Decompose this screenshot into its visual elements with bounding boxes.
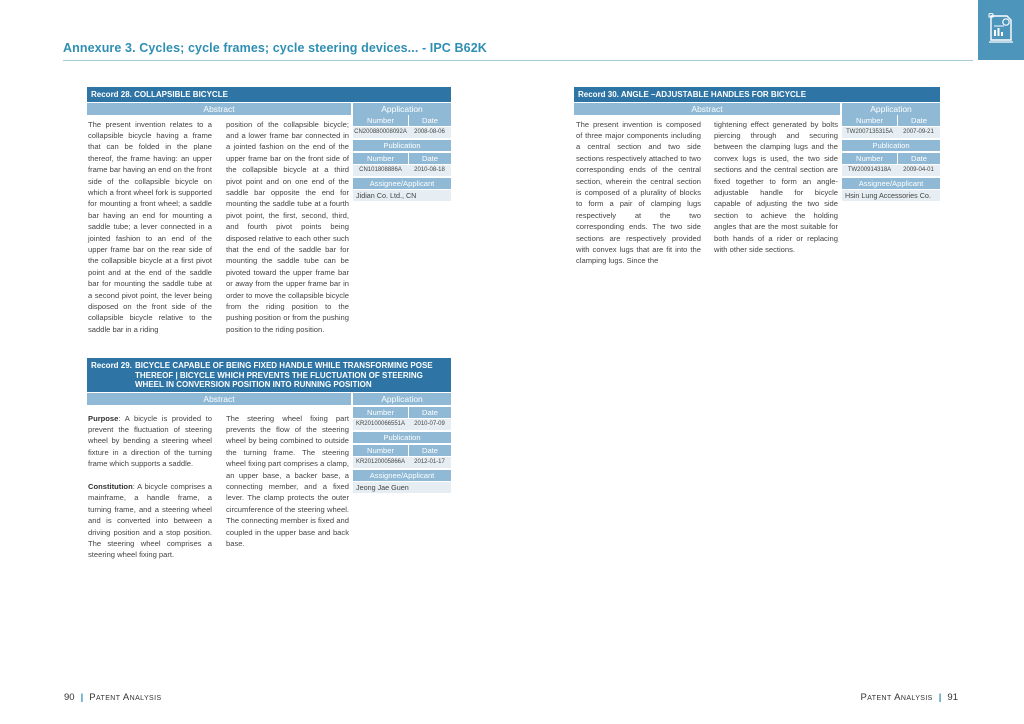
header-divider (63, 60, 973, 61)
publication-number: CN101808886A (359, 166, 402, 173)
number-header: Number (353, 407, 408, 418)
record-title (87, 358, 451, 392)
date-header: Date (898, 153, 940, 164)
assignee-value: Hsin Lung Accessories Co. (842, 190, 940, 201)
header-logo (978, 0, 1024, 60)
record-29 (87, 358, 451, 561)
date-header: Date (409, 407, 451, 418)
footer-right (860, 692, 958, 703)
application-date: 2008-08-06 (414, 128, 445, 135)
abstract-text: position of the collapsible bicycle; and a lower frame bar connected in a jointed fashion on the end of the upper frame bar on the front side of the collapsible bicycle at a third pivot point and on one end of the saddle bar opposite the end for mounting the saddle tube at a fourth pivot point, the first, second, third, and fourth pivot points being disposed relative to each other such that the end of the saddle bar for mounting the saddle tube can be pivoted toward the upper frame bar or away from the upper frame bar in order to move the collapsible bicycle from the riding position to the pushing position or from the pushing position to the riding position. (226, 119, 349, 334)
abstract-column-2 (714, 119, 838, 267)
publication-date: 2009-04-01 (903, 166, 934, 173)
number-header: Number (353, 115, 408, 126)
application-table (353, 115, 451, 336)
purpose-text: : A bicycle is provided to prevent the fluctuation of steering wheel by bending a steering wheel fixture in a direction of the turning frame which supports a saddle. (88, 413, 212, 469)
application-number: CN200880008092A (354, 128, 407, 135)
number-header: Number (842, 115, 897, 126)
page-number-right: 91 (947, 692, 958, 703)
publication-date: 2010-08-18 (414, 166, 445, 173)
application-number: KR20100066551A (355, 420, 406, 427)
publication-heading: Publication (842, 140, 940, 151)
abstract-text: The steering wheel fixing part prevents the flow of the steering wheel by being combined to outside the turning frame. The steering wheel fixing part comprises a clamp, an upper base, a backer base, a connecting member, and a fixed lever. The clamp protects the outer circumference of the steering wheel. The connecting member is fixed and coupled in the upper base and back base. (226, 413, 349, 548)
date-header: Date (409, 115, 451, 126)
record-30 (574, 87, 940, 267)
record-title: Record 28. COLLAPSIBLE BICYCLE (87, 87, 451, 102)
number-header: Number (842, 153, 897, 164)
date-header: Date (409, 153, 451, 164)
number-header: Number (353, 445, 408, 456)
application-heading: Application (353, 103, 451, 115)
application-heading: Application (842, 103, 940, 115)
footer-left (64, 692, 162, 703)
application-table (353, 407, 451, 561)
record-28 (87, 87, 451, 335)
constitution-text: : A bicycle comprises a mainframe, a handle frame, a turning frame, and a steering wheel and is converted into between a driving position and a stop position. The steering wheel comprises a steering wheel fixing part. (88, 481, 212, 560)
abstract-column-1 (574, 119, 701, 267)
publication-date: 2012-01-17 (414, 458, 445, 465)
date-header: Date (409, 445, 451, 456)
publication-number: TW200914318A (847, 166, 892, 173)
application-date: 2007-09-21 (903, 128, 934, 135)
purpose-label: Purpose (88, 413, 119, 423)
constitution-paragraph (88, 481, 212, 561)
record-number: Record 29. (91, 361, 132, 370)
date-header: Date (898, 115, 940, 126)
footer-separator: | (938, 692, 942, 703)
application-number: TW2007135315A (846, 128, 893, 135)
publication-heading: Publication (353, 140, 451, 151)
patent-document-icon (986, 12, 1016, 46)
abstract-column-2 (226, 119, 349, 336)
assignee-heading: Assignee/Applicant (353, 178, 451, 189)
abstract-heading: Abstract (87, 393, 351, 405)
assignee-heading: Assignee/Applicant (353, 470, 451, 481)
application-heading: Application (353, 393, 451, 405)
record-title: Record 30. ANGLE –ADJUSTABLE HANDLES FOR BICYCLE (574, 87, 940, 102)
footer-label-right: Patent Analysis (860, 692, 933, 703)
abstract-column-1 (87, 119, 212, 336)
record-title-text: BICYCLE CAPABLE OF BEING FIXED HANDLE WHILE TRANSFORMING POSE THEREOF | BICYCLE WHICH PREVENTS THE FLUCTUATION OF STEERING WHEEL IN CONVERSION POSITION INTO RUNNING POSITION (135, 361, 433, 389)
abstract-heading: Abstract (574, 103, 840, 115)
abstract-text: tightening effect generated by bolts piercing through and securing between the clamping lugs and the convex lugs is used, the two side sections and the central section are fixed together to form an angle-adjustable handle for bicycle capable of adjusting the two side section to achieve the holding angles that are the most suitable for both hands of a rider or replacing with other side sections. (714, 119, 838, 254)
constitution-label: Constitution (88, 481, 133, 491)
application-table (842, 115, 940, 267)
abstract-column-1 (87, 413, 212, 561)
abstract-text: The present invention relates to a collapsible bicycle having a frame that can be folded in the plane thereof, the frame having: an upper frame bar having an end on the front side of the collapsible bicycle on which a front wheel fork is supported for mounting a front wheel; a saddle bar having an end for mounting a saddle tube; a lever connected in a jointed fashion to an end of the upper frame bar on the rear side of the collapsible bicycle at a first pivot point and at the end of the saddle bar for mounting the saddle tube at a second pivot point, the lever being disposed on the front side of the collapsible bicycle relative to the saddle bar in a riding (88, 119, 212, 334)
abstract-heading: Abstract (87, 103, 351, 115)
abstract-text: The present invention is composed of three major components including a central section and two side sections respectively attached to two corresponding ends of the central section, wherein the central section is composed of a plurality of blocks to form a pair of clamping lugs respectively at the two corresponding ends. The two side sections are respectively provided with convex lugs that are fit into the clamping lugs. Since the (576, 119, 701, 266)
publication-number: KR20120005866A (355, 458, 406, 465)
application-date: 2010-07-09 (414, 420, 445, 427)
assignee-value: Jidian Co. Ltd., CN (353, 190, 451, 201)
abstract-column-2 (226, 413, 349, 561)
footer-label-left: Patent Analysis (89, 692, 162, 703)
publication-heading: Publication (353, 432, 451, 443)
assignee-value: Jeong Jae Guen (353, 482, 451, 493)
page-number-left: 90 (64, 692, 75, 703)
footer-separator: | (80, 692, 84, 703)
assignee-heading: Assignee/Applicant (842, 178, 940, 189)
number-header: Number (353, 153, 408, 164)
purpose-paragraph (88, 413, 212, 470)
page-header-title: Annexure 3. Cycles; cycle frames; cycle steering devices... - IPC B62K (63, 41, 487, 55)
